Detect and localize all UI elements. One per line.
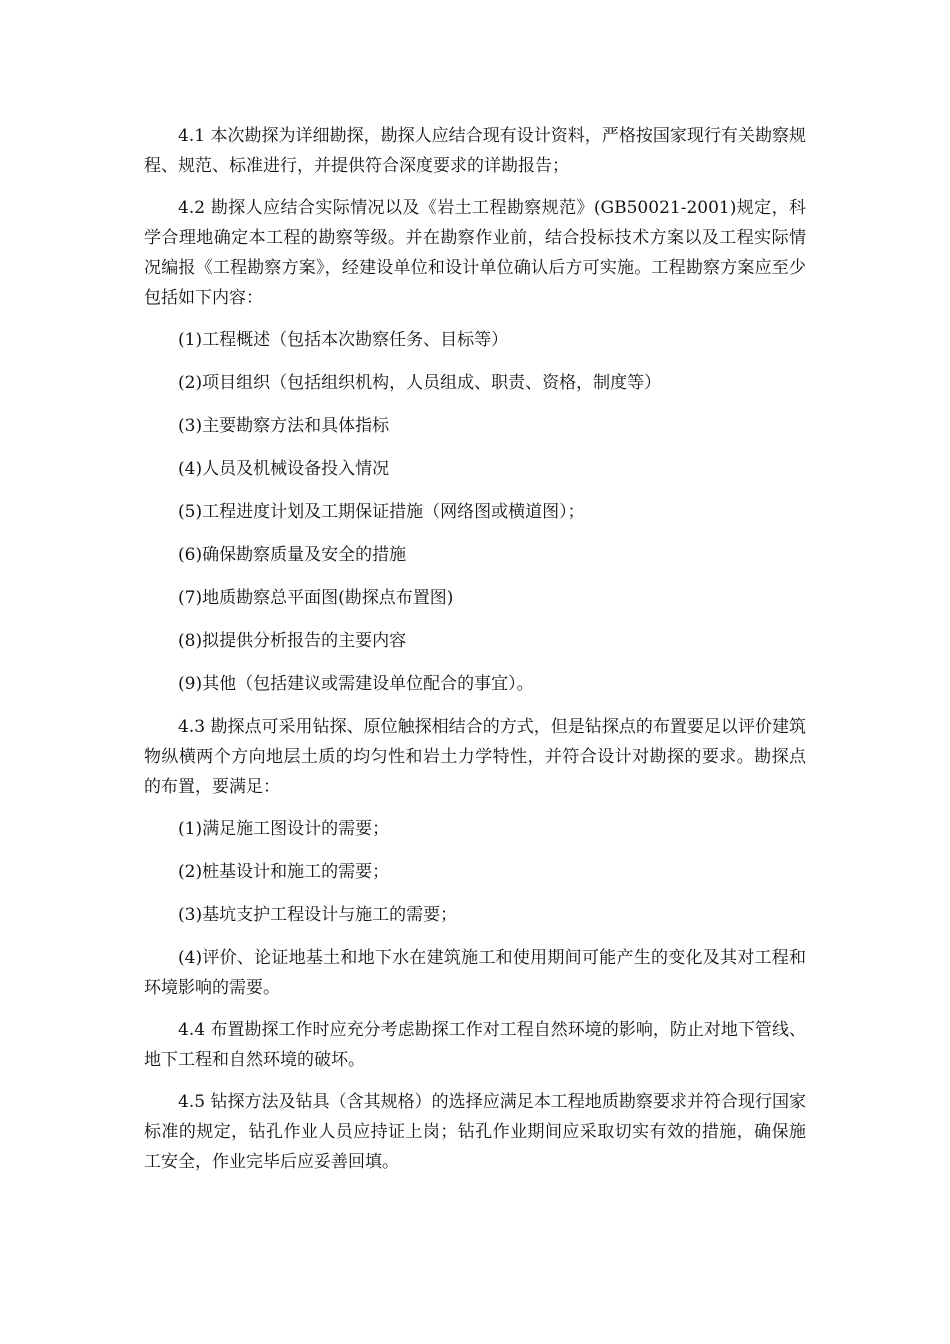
paragraph-4-5: 4.5 钻探方法及钻具（含其规格）的选择应满足本工程地质勘察要求并符合现行国家标准的规定，钻孔作业人员应持证上岗；钻孔作业期间应采取切实有效的措施，确保施工安全，作业完毕后应妥善回填。 — [144, 1092, 806, 1172]
paragraph-4-4: 4.4 布置勘探工作时应充分考虑勘探工作对工程自然环境的影响，防止对地下管线、地下工程和自然环境的破坏。 — [144, 1020, 806, 1070]
list-item: (8)拟提供分析报告的主要内容 — [178, 631, 407, 651]
paragraph-4-1: 4.1 本次勘探为详细勘探，勘探人应结合现有设计资料，严格按国家现行有关勘察规程、规范、标准进行，并提供符合深度要求的详勘报告； — [144, 126, 806, 176]
list-item: (1)工程概述（包括本次勘察任务、目标等） — [178, 330, 509, 350]
list-item: (5)工程进度计划及工期保证措施（网络图或横道图）； — [178, 502, 585, 522]
list-item: (4)人员及机械设备投入情况 — [178, 459, 390, 479]
list-item: (1)满足施工图设计的需要； — [178, 819, 390, 839]
paragraph-4-2: 4.2 勘探人应结合实际情况以及《岩土工程勘察规范》(GB50021-2001)规定，科学合理地确定本工程的勘察等级。并在勘察作业前，结合投标技术方案以及工程实际情况编报《工程勘察方案》，经建设单位和设计单位确认后方可实施。工程勘察方案应至少包括如下内容： — [144, 198, 806, 308]
document-body — [144, 121, 806, 1189]
list-item: (2)桩基设计和施工的需要； — [178, 862, 390, 882]
list-item: (6)确保勘察质量及安全的措施 — [178, 545, 407, 565]
list-item: (3)主要勘察方法和具体指标 — [178, 416, 390, 436]
list-item: (3)基坑支护工程设计与施工的需要； — [178, 905, 458, 925]
list-item: (4)评价、论证地基土和地下水在建筑施工和使用期间可能产生的变化及其对工程和环境影响的需要。 — [144, 948, 806, 998]
list-item: (2)项目组织（包括组织机构，人员组成、职责、资格，制度等） — [178, 373, 662, 393]
paragraph-4-3: 4.3 勘探点可采用钻探、原位触探相结合的方式，但是钻探点的布置要足以评价建筑物纵横两个方向地层土质的均匀性和岩土力学特性，并符合设计对勘探的要求。勘探点的布置，要满足： — [144, 717, 806, 797]
list-item: (9)其他（包括建议或需建设单位配合的事宜）。 — [178, 674, 534, 694]
list-item: (7)地质勘察总平面图(勘探点布置图) — [178, 588, 454, 608]
